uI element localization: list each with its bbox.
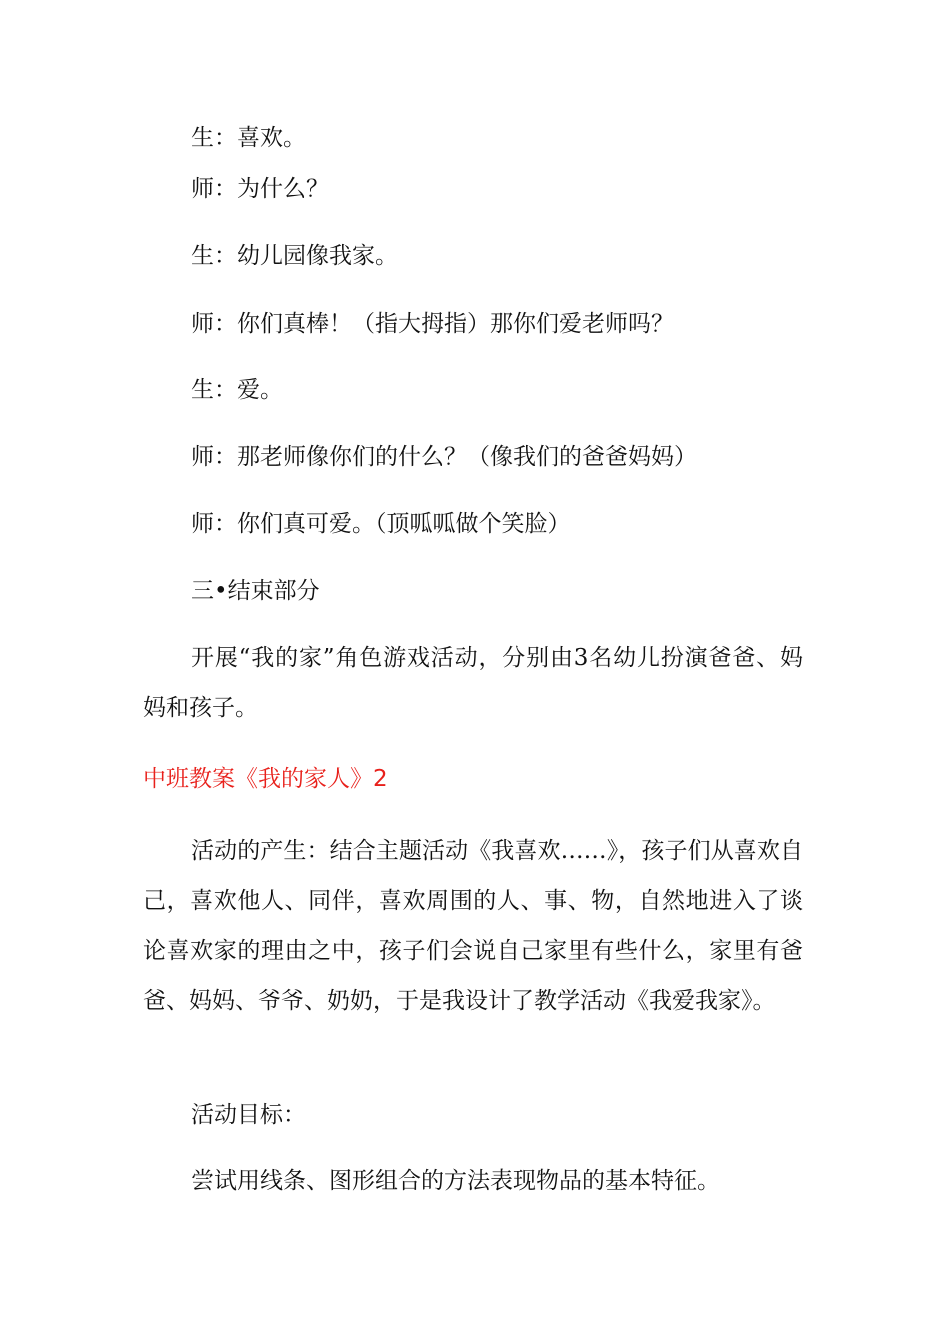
dialogue-line-teacher-cute: 师：你们真可爱。（顶呱呱做个笑脸）: [191, 511, 571, 537]
dialogue-line-teacher-why: 师：为什么？: [191, 176, 329, 202]
dialogue-line-teacher-great: 师：你们真棒！（指大拇指）那你们爱老师吗？: [191, 311, 674, 337]
section-ending-title: 三•结束部分: [191, 578, 320, 604]
dialogue-line-student-home: 生：幼儿园像我家。: [191, 243, 398, 269]
activity-goal-label: 活动目标：: [191, 1102, 306, 1128]
paragraph-role-play: 开展“我的家”角色游戏活动，分别由3名幼儿扮演爸爸、妈妈和孩子。: [143, 645, 803, 721]
lesson-plan-heading: 中班教案《我的家人》2: [143, 766, 388, 792]
dialogue-line-teacher-like-what: 师：那老师像你们的什么？（像我们的爸爸妈妈）: [191, 444, 697, 470]
dialogue-line-student-love: 生：爱。: [191, 377, 283, 403]
dialogue-line-student-like: 生：喜欢。: [191, 125, 306, 151]
activity-goal-1: 尝试用线条、图形组合的方法表现物品的基本特征。: [191, 1168, 720, 1194]
paragraph-activity-origin: 活动的产生：结合主题活动《我喜欢……》，孩子们从喜欢自己，喜欢他人、同伴，喜欢周围的人、事、物，自然地进入了谈论喜欢家的理由之中，孩子们会说自己家里有些什么，家里有爸爸、妈妈、爷爷、奶奶，于是我设计了教学活动《我爱我家》。: [143, 838, 803, 1014]
